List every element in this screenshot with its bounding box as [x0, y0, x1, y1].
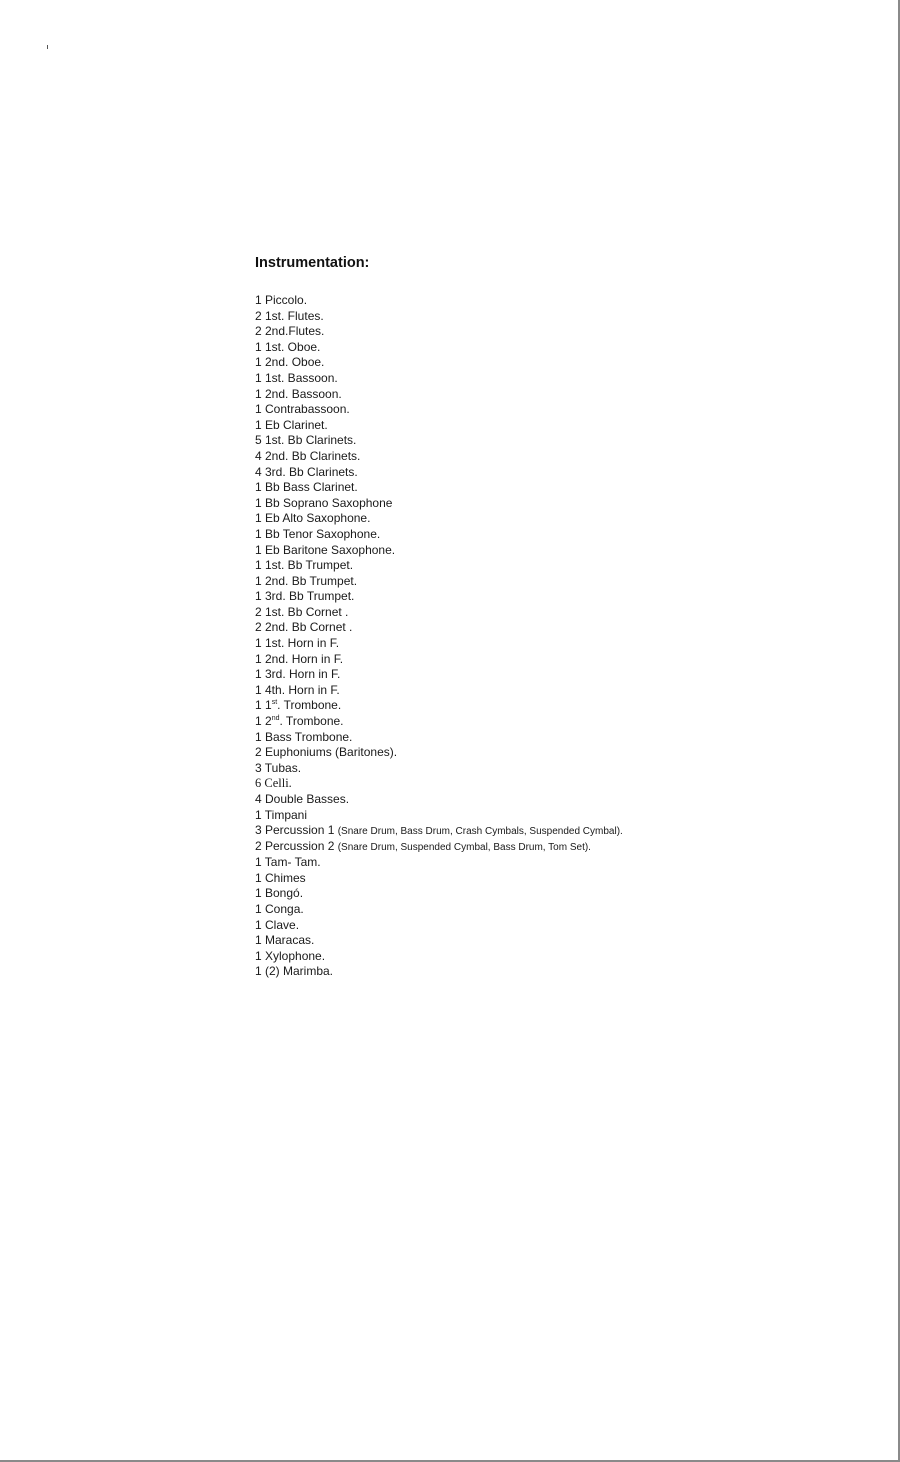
list-item: [255, 433, 675, 449]
item-text: 3 Percussion 1: [255, 823, 338, 838]
list-item: [255, 418, 675, 434]
list-item: [255, 808, 675, 824]
ordinal-suffix: nd: [271, 715, 280, 723]
item-text-suffix: . Trombone.: [277, 698, 342, 713]
list-item: [255, 855, 675, 871]
item-text: 2 2nd. Bb Cornet .: [255, 620, 353, 635]
item-text: 1 (2) Marimba.: [255, 964, 334, 979]
item-text: 1 Piccolo.: [255, 293, 308, 307]
list-item: [255, 636, 675, 652]
item-text: 4 2nd. Bb Clarinets.: [255, 448, 361, 463]
item-text: 5 1st. Bb Clarinets.: [255, 433, 357, 448]
item-note: (Snare Drum, Suspended Cymbal, Bass Drum, Tom Set).: [337, 842, 591, 854]
item-text: 1 Maracas.: [255, 933, 315, 948]
item-text: 2 Percussion 2: [255, 839, 338, 854]
item-text: 2 1st. Bb Cornet .: [255, 604, 349, 619]
list-item: [255, 480, 675, 496]
list-item: [255, 918, 675, 934]
item-text: 2 2nd.Flutes.: [255, 324, 325, 339]
item-text: 1 Bb Tenor Saxophone.: [255, 526, 381, 541]
list-item: [255, 964, 675, 980]
item-text: 1 Bb Bass Clarinet.: [255, 480, 358, 495]
item-text: 1 1st. Bb Trumpet.: [255, 558, 354, 573]
list-item: [255, 839, 675, 855]
list-item: [255, 511, 675, 527]
item-note: (Snare Drum, Bass Drum, Crash Cymbals, Suspended Cymbal).: [337, 826, 623, 838]
item-text: 1 1: [255, 698, 272, 713]
list-item: [255, 792, 675, 808]
list-item: [255, 496, 675, 512]
instrumentation-section: [255, 253, 675, 980]
list-item: [255, 309, 675, 325]
item-text: 1 Eb Baritone Saxophone.: [255, 542, 396, 557]
list-item: [255, 933, 675, 949]
list-item: [255, 886, 675, 902]
list-item: [255, 683, 675, 699]
list-item: [255, 698, 675, 714]
page-title: Instrumentation:: [255, 255, 370, 271]
list-item: [255, 371, 675, 387]
item-text: 1 Bongó.: [255, 886, 304, 901]
item-text: 1 Bass Trombone.: [255, 729, 353, 744]
item-text: 1 2nd. Bassoon.: [255, 386, 342, 401]
item-text: 1 2nd. Bb Trumpet.: [255, 573, 358, 588]
item-text: 2 1st. Flutes.: [255, 308, 324, 323]
list-item: [255, 605, 675, 621]
item-text: 1 Eb Alto Saxophone.: [255, 511, 371, 526]
list-item: [255, 574, 675, 590]
list-item: [255, 667, 675, 683]
list-item: [255, 340, 675, 356]
item-text: 1 4th. Horn in F.: [255, 682, 340, 697]
item-text: 1 Timpani: [255, 807, 308, 822]
item-text: 1 Xylophone.: [255, 948, 326, 963]
list-item: [255, 324, 675, 340]
item-text-suffix: . Trombone.: [279, 714, 344, 729]
item-text: 3 Tubas.: [255, 760, 302, 775]
item-text: 1 1st. Horn in F.: [255, 636, 340, 651]
list-item: [255, 620, 675, 636]
list-item: [255, 776, 675, 792]
item-text: 2 Euphoniums (Baritones).: [255, 745, 398, 760]
list-item: [255, 652, 675, 668]
list-item: [255, 730, 675, 746]
list-item: [255, 558, 675, 574]
item-text: 1 2nd. Oboe.: [255, 355, 325, 370]
list-item: [255, 902, 675, 918]
list-item: [255, 589, 675, 605]
item-text: 6 Celli.: [255, 776, 292, 791]
list-item: [255, 949, 675, 965]
item-text: 1 Bb Soprano Saxophone: [255, 495, 393, 510]
item-text: 1 3rd. Horn in F.: [255, 667, 341, 682]
item-text: 1 1st. Oboe.: [255, 339, 321, 354]
ordinal-suffix: st: [271, 699, 278, 707]
item-text: 1 Clave.: [255, 917, 300, 932]
list-item: [255, 714, 675, 730]
item-text: 1 Eb Clarinet.: [255, 417, 328, 432]
item-text: 1 Tam- Tam.: [255, 855, 321, 870]
list-item: [255, 355, 675, 371]
instrument-list: [255, 293, 675, 980]
item-text: 1 2nd. Horn in F.: [255, 651, 344, 666]
list-item: [255, 823, 675, 839]
list-item: [255, 465, 675, 481]
list-item: [255, 761, 675, 777]
item-text: 1 1st. Bassoon.: [255, 370, 338, 385]
item-text: 4 Double Basses.: [255, 792, 350, 806]
item-text: 4 3rd. Bb Clarinets.: [255, 464, 358, 479]
item-text: 1 Contrabassoon.: [255, 402, 350, 417]
list-item: [255, 543, 675, 559]
list-item: [255, 527, 675, 543]
list-item: [255, 745, 675, 761]
item-text: 1 Chimes: [255, 870, 306, 885]
item-text: 1 2: [255, 714, 272, 729]
list-item: [255, 449, 675, 465]
list-item: [255, 871, 675, 887]
list-item: [255, 402, 675, 418]
item-text: 1 3rd. Bb Trumpet.: [255, 589, 355, 604]
list-item: [255, 293, 675, 309]
item-text: 1 Conga.: [255, 901, 304, 916]
list-item: [255, 387, 675, 403]
corner-mark: [47, 45, 48, 49]
